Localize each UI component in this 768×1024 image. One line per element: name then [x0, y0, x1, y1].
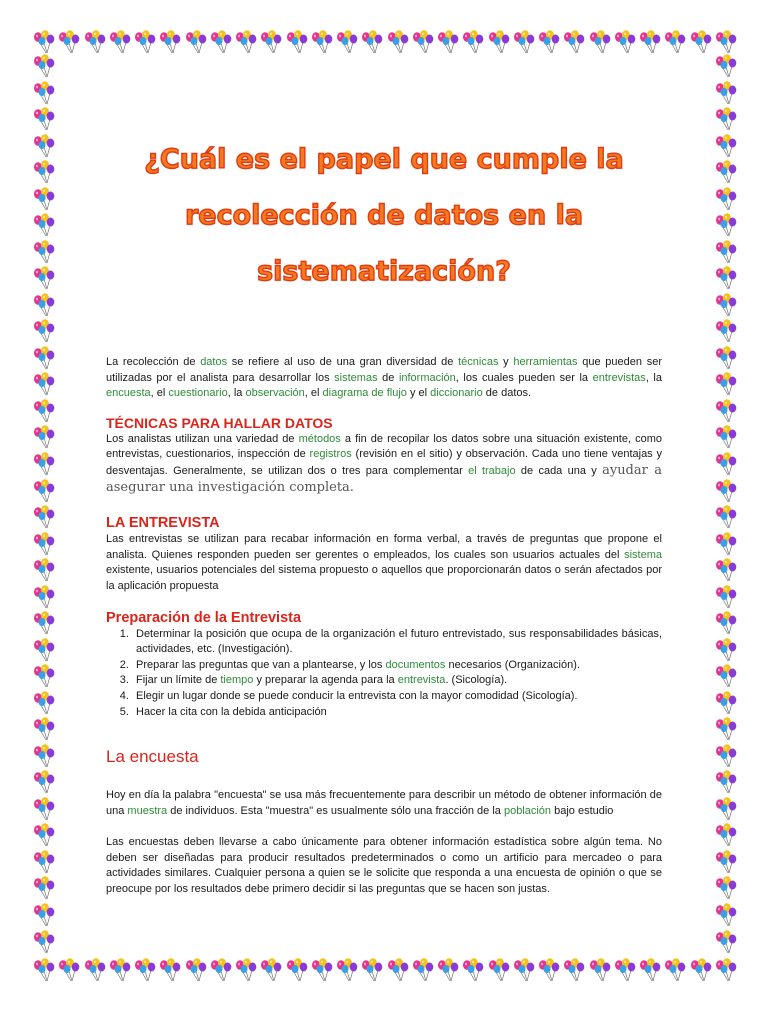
text: Los analistas utilizan una variedad de	[106, 432, 299, 445]
balloon-bunch-icon	[461, 958, 485, 982]
text: La recolección de	[106, 356, 201, 368]
balloon-bunch-icon	[537, 30, 561, 54]
list-item: 1. Determinar la posición que ocupa de la organización el futuro entrevistado, sus responsabilidades básicas, actividades, etc. (Investigación).	[132, 627, 662, 658]
balloon-bunch-icon	[461, 30, 485, 54]
text: bajo estudio	[551, 804, 614, 817]
balloon-bunch-icon	[436, 958, 460, 982]
link-cuestionario[interactable]: cuestionario	[168, 387, 228, 400]
balloon-bunch-icon	[714, 797, 738, 821]
link-datos[interactable]: datos	[200, 356, 228, 368]
balloon-bunch-icon	[714, 319, 738, 343]
text: de datos.	[482, 387, 532, 400]
serif-text: ayudar a asegurar una investigación completa	[106, 462, 662, 495]
link-diagrama-de-flujo[interactable]: diagrama de flujo	[322, 387, 407, 400]
text: . (Sicología).	[445, 674, 508, 687]
text: de individuos. Esta "muestra" es usualmente sólo una fracción de la	[167, 804, 504, 817]
text: que pueden ser utilizadas por el analista para desarrollar los	[106, 356, 662, 384]
balloon-bunch-icon	[714, 293, 738, 317]
tecnicas-paragraph	[106, 432, 662, 496]
balloon-bunch-icon	[32, 134, 56, 158]
balloon-bunch-icon	[32, 107, 56, 131]
text: .	[349, 479, 354, 495]
text: Las entrevistas se utilizan para recabar información en forma verbal, a través de preguntas que propone el analista. Quienes responden pueden ser gerentes o empleados, los cuales son usuarios actuales del	[106, 533, 662, 561]
balloon-bunch-icon	[32, 187, 56, 211]
balloon-bunch-icon	[588, 958, 612, 982]
list-item	[132, 658, 662, 674]
text: de	[377, 371, 399, 384]
balloon-bunch-icon	[209, 30, 233, 54]
balloon-bunch-icon	[32, 611, 56, 635]
balloon-bunch-icon	[32, 213, 56, 237]
balloon-bunch-icon	[32, 558, 56, 582]
balloon-bunch-icon	[588, 30, 612, 54]
balloon-bunch-icon	[714, 850, 738, 874]
balloon-bunch-icon	[689, 30, 713, 54]
title-line-1: ¿Cuál es el papel que cumple la	[144, 144, 624, 175]
balloon-bunch-icon	[638, 30, 662, 54]
link-entrevista[interactable]: entrevista	[397, 674, 446, 687]
text: , la	[227, 387, 246, 400]
link-metodos[interactable]: métodos	[298, 432, 341, 445]
balloon-bunch-icon	[83, 958, 107, 982]
balloon-bunch-icon	[714, 479, 738, 503]
balloon-bunch-icon	[360, 958, 384, 982]
balloon-bunch-icon	[663, 958, 687, 982]
intro-paragraph	[106, 355, 662, 402]
balloon-bunch-icon	[234, 30, 258, 54]
balloon-bunch-icon	[32, 532, 56, 556]
link-sistemas[interactable]: sistemas	[334, 371, 378, 384]
decorative-border-top	[32, 30, 738, 54]
balloon-bunch-icon	[158, 958, 182, 982]
text: existente, usuarios potenciales del sistema propuesto o aquellos que proporcionarán datos o serán afectados por la aplicación propuesta	[106, 564, 662, 592]
balloon-bunch-icon	[714, 81, 738, 105]
balloon-bunch-icon	[184, 958, 208, 982]
balloon-bunch-icon	[714, 266, 738, 290]
link-muestra[interactable]: muestra	[127, 804, 168, 817]
list-item: 4. Elegir un lugar donde se puede conducir la entrevista con la mayor comodidad (Sicología).	[132, 689, 662, 705]
text: y	[498, 356, 514, 368]
balloon-bunch-icon	[32, 638, 56, 662]
entrevista-paragraph	[106, 532, 662, 594]
balloon-bunch-icon	[32, 876, 56, 900]
balloon-bunch-icon	[714, 717, 738, 741]
balloon-bunch-icon	[259, 958, 283, 982]
decorative-border-bottom	[32, 958, 738, 982]
text: de cada una y	[515, 464, 603, 477]
balloon-bunch-icon	[108, 958, 132, 982]
balloon-bunch-icon	[32, 770, 56, 794]
balloon-bunch-icon	[714, 903, 738, 927]
balloon-bunch-icon	[133, 958, 157, 982]
balloon-bunch-icon	[512, 30, 536, 54]
balloon-bunch-icon	[638, 958, 662, 982]
text: a fin de recopilar los datos sobre una situación existente, como entrevistas, cuestionarios, inspección de	[106, 432, 662, 461]
text: y el	[406, 387, 431, 400]
balloon-bunch-icon	[714, 664, 738, 688]
text: (revisión en el sitio) y observación. Cada uno tiene ventajas y desventajas. Generalmente, se utilizan dos o tres para complementar	[106, 448, 662, 477]
decorative-border-right	[714, 54, 738, 954]
text: necesarios (Organización).	[445, 658, 580, 671]
balloon-bunch-icon	[57, 958, 81, 982]
balloon-bunch-icon	[436, 30, 460, 54]
title-line-3: sistematización?	[257, 256, 511, 287]
balloon-bunch-icon	[714, 372, 738, 396]
link-informacion[interactable]: información	[398, 371, 456, 384]
balloon-bunch-icon	[714, 30, 738, 54]
encuesta-paragraph-1	[106, 788, 662, 819]
balloon-bunch-icon	[714, 107, 738, 131]
link-poblacion[interactable]: población	[503, 804, 552, 817]
balloon-bunch-icon	[285, 30, 309, 54]
balloon-bunch-icon	[83, 30, 107, 54]
balloon-bunch-icon	[714, 611, 738, 635]
balloon-bunch-icon	[285, 958, 309, 982]
page-title	[120, 132, 648, 300]
heading-tecnicas: TÉCNICAS PARA HALLAR DATOS	[106, 414, 333, 431]
link-tiempo[interactable]: tiempo	[220, 674, 254, 687]
balloon-bunch-icon	[487, 958, 511, 982]
balloon-bunch-icon	[184, 30, 208, 54]
balloon-bunch-icon	[714, 585, 738, 609]
balloon-bunch-icon	[714, 876, 738, 900]
balloon-bunch-icon	[32, 399, 56, 423]
link-diccionario[interactable]: diccionario	[430, 387, 483, 400]
balloon-bunch-icon	[32, 717, 56, 741]
balloon-bunch-icon	[714, 425, 738, 449]
balloon-bunch-icon	[32, 293, 56, 317]
balloon-bunch-icon	[32, 30, 56, 54]
text: , el	[150, 387, 169, 400]
balloon-bunch-icon	[32, 664, 56, 688]
balloon-bunch-icon	[714, 770, 738, 794]
balloon-bunch-icon	[158, 30, 182, 54]
text: y preparar la agenda para la	[253, 674, 398, 687]
balloon-bunch-icon	[32, 479, 56, 503]
link-registros[interactable]: registros	[309, 448, 352, 461]
balloon-bunch-icon	[32, 266, 56, 290]
balloon-bunch-icon	[57, 30, 81, 54]
balloon-bunch-icon	[32, 797, 56, 821]
balloon-bunch-icon	[411, 30, 435, 54]
balloon-bunch-icon	[386, 958, 410, 982]
balloon-bunch-icon	[32, 425, 56, 449]
balloon-bunch-icon	[108, 30, 132, 54]
balloon-bunch-icon	[259, 30, 283, 54]
balloon-bunch-icon	[714, 638, 738, 662]
balloon-bunch-icon	[32, 54, 56, 78]
balloon-bunch-icon	[310, 30, 334, 54]
balloon-bunch-icon	[310, 958, 334, 982]
balloon-bunch-icon	[32, 823, 56, 847]
balloon-bunch-icon	[714, 930, 738, 954]
balloon-bunch-icon	[714, 346, 738, 370]
text: , el	[304, 387, 323, 400]
balloon-bunch-icon	[32, 452, 56, 476]
document-body	[106, 355, 662, 898]
preparation-list	[106, 627, 662, 721]
balloon-bunch-icon	[714, 399, 738, 423]
balloon-bunch-icon	[512, 958, 536, 982]
link-el-trabajo[interactable]: el trabajo	[468, 464, 516, 477]
balloon-bunch-icon	[32, 903, 56, 927]
decorative-border-left	[32, 54, 56, 954]
balloon-bunch-icon	[714, 958, 738, 982]
balloon-bunch-icon	[714, 558, 738, 582]
list-item: 5. Hacer la cita con la debida anticipación	[132, 705, 662, 721]
heading-preparacion: Preparación de la Entrevista	[106, 609, 302, 626]
encuesta-paragraph-2: Las encuestas deben llevarse a cabo únicamente para obtener información estadística sobre algún tema. No deben ser diseñadas para producir resultados predeterminados o como un artificio para mercadeo o para actividades similares. Cualquier persona a quien se le solicite que responda a una encuesta de opinión o que se preocupe por los resultados debe primero decidir si las preguntas que se hacen son justas.	[106, 836, 662, 896]
balloon-bunch-icon	[714, 134, 738, 158]
text: , la	[645, 371, 662, 384]
balloon-bunch-icon	[714, 691, 738, 715]
balloon-bunch-icon	[714, 160, 738, 184]
balloon-bunch-icon	[32, 240, 56, 264]
link-documentos[interactable]: documentos	[385, 658, 446, 671]
balloon-bunch-icon	[714, 532, 738, 556]
balloon-bunch-icon	[487, 30, 511, 54]
balloon-bunch-icon	[714, 213, 738, 237]
text: Preparar las preguntas que van a plantearse, y los	[136, 658, 386, 671]
balloon-bunch-icon	[613, 30, 637, 54]
balloon-bunch-icon	[32, 505, 56, 529]
balloon-bunch-icon	[714, 240, 738, 264]
balloon-bunch-icon	[32, 160, 56, 184]
link-sistema[interactable]: sistema	[624, 548, 662, 561]
balloon-bunch-icon	[613, 958, 637, 982]
balloon-bunch-icon	[32, 958, 56, 982]
heading-entrevista: LA ENTREVISTA	[106, 515, 220, 532]
balloon-bunch-icon	[32, 850, 56, 874]
balloon-bunch-icon	[714, 744, 738, 768]
link-encuesta[interactable]: encuesta	[106, 387, 151, 400]
balloon-bunch-icon	[360, 30, 384, 54]
link-entrevistas[interactable]: entrevistas	[592, 371, 646, 384]
balloon-bunch-icon	[714, 187, 738, 211]
text: Hoy en día la palabra "encuesta" se usa más frecuentemente para describir un método de obtener información de una	[106, 789, 662, 817]
link-tecnicas[interactable]: técnicas	[458, 356, 499, 368]
balloon-bunch-icon	[32, 319, 56, 343]
balloon-bunch-icon	[562, 30, 586, 54]
link-observacion[interactable]: observación	[245, 387, 305, 400]
balloon-bunch-icon	[335, 958, 359, 982]
balloon-bunch-icon	[386, 30, 410, 54]
balloon-bunch-icon	[714, 505, 738, 529]
balloon-bunch-icon	[411, 958, 435, 982]
balloon-bunch-icon	[689, 958, 713, 982]
balloon-bunch-icon	[663, 30, 687, 54]
title-line-2: recolección de datos en la	[184, 200, 584, 231]
balloon-bunch-icon	[537, 958, 561, 982]
balloon-bunch-icon	[234, 958, 258, 982]
link-herramientas[interactable]: herramientas	[513, 356, 578, 368]
list-item	[132, 673, 662, 689]
text: , los cuales pueden ser la	[455, 371, 593, 384]
balloon-bunch-icon	[714, 54, 738, 78]
balloon-bunch-icon	[32, 585, 56, 609]
balloon-bunch-icon	[32, 81, 56, 105]
balloon-bunch-icon	[32, 930, 56, 954]
balloon-bunch-icon	[209, 958, 233, 982]
balloon-bunch-icon	[714, 452, 738, 476]
text: se refiere al uso de una gran diversidad de	[227, 356, 459, 368]
balloon-bunch-icon	[335, 30, 359, 54]
balloon-bunch-icon	[32, 372, 56, 396]
balloon-bunch-icon	[32, 691, 56, 715]
balloon-bunch-icon	[562, 958, 586, 982]
balloon-bunch-icon	[32, 346, 56, 370]
balloon-bunch-icon	[714, 823, 738, 847]
text: Fijar un límite de	[136, 674, 221, 687]
heading-encuesta: La encuesta	[106, 747, 199, 767]
balloon-bunch-icon	[32, 744, 56, 768]
balloon-bunch-icon	[133, 30, 157, 54]
